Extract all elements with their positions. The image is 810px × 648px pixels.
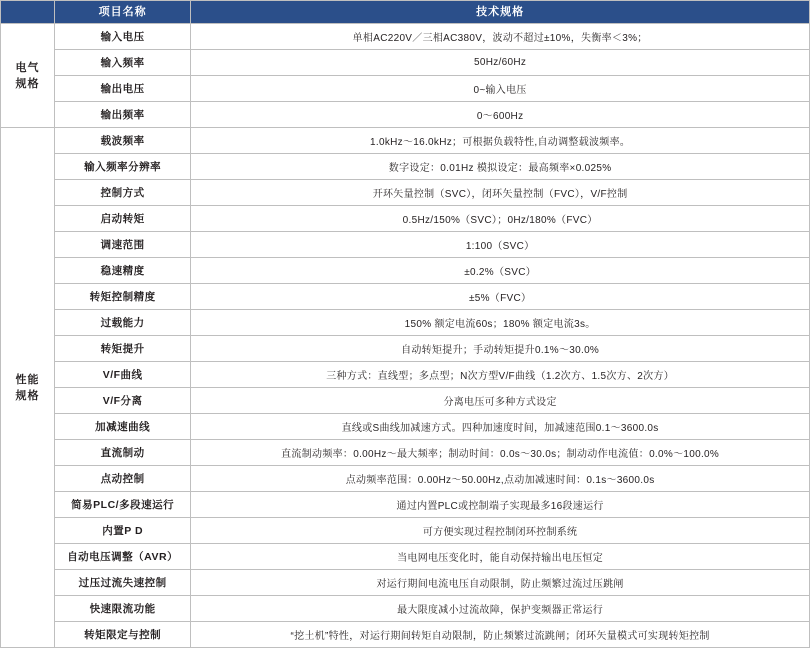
item-spec: ±0.2%（SVC） <box>191 258 810 284</box>
table-row <box>1 544 810 570</box>
table-row <box>1 466 810 492</box>
item-name: 过载能力 <box>55 310 191 336</box>
item-spec: 可方便实现过程控制闭环控制系统 <box>191 518 810 544</box>
item-spec: 1.0kHz～16.0kHz；可根据负载特性,自动调整载波频率。 <box>191 128 810 154</box>
item-name: 转矩控制精度 <box>55 284 191 310</box>
group-label-line: 电气 <box>15 61 40 74</box>
table-row <box>1 128 810 154</box>
table-row <box>1 414 810 440</box>
table-row <box>1 596 810 622</box>
item-spec: 0～600Hz <box>191 102 810 128</box>
item-spec: 开环矢量控制（SVC），闭环矢量控制（FVC），V/F控制 <box>191 180 810 206</box>
item-name: 控制方式 <box>55 180 191 206</box>
item-name: 输入频率 <box>55 50 191 76</box>
table-header <box>1 1 810 24</box>
item-spec: 单相AC220V／三相AC380V，波动不超过±10%，失衡率＜3%； <box>191 24 810 50</box>
item-name: 载波频率 <box>55 128 191 154</box>
table-row <box>1 440 810 466</box>
item-name: 输入频率分辨率 <box>55 154 191 180</box>
item-spec: 数字设定：0.01Hz 模拟设定：最高频率×0.025% <box>191 154 810 180</box>
item-name: 内置P D <box>55 518 191 544</box>
item-spec: 0~输入电压 <box>191 76 810 102</box>
item-spec: 直流制动频率：0.00Hz～最大频率；制动时间：0.0s～30.0s；制动动作电流值：0.0%～100.0% <box>191 440 810 466</box>
header-group <box>1 1 55 24</box>
item-spec: 直线或S曲线加减速方式。四种加速度时间，加减速范围0.1～3600.0s <box>191 414 810 440</box>
item-spec: 通过内置PLC或控制端子实现最多16段速运行 <box>191 492 810 518</box>
table-row <box>1 50 810 76</box>
table-row <box>1 518 810 544</box>
item-name: 点动控制 <box>55 466 191 492</box>
table-row <box>1 24 810 50</box>
table-row <box>1 622 810 648</box>
item-name: 转矩限定与控制 <box>55 622 191 648</box>
table-row <box>1 76 810 102</box>
item-spec: 0.5Hz/150%（SVC）；0Hz/180%（FVC） <box>191 206 810 232</box>
table-row <box>1 310 810 336</box>
item-spec: 自动转矩提升；手动转矩提升0.1%～30.0% <box>191 336 810 362</box>
item-spec: 1:100（SVC） <box>191 232 810 258</box>
item-name: 输出电压 <box>55 76 191 102</box>
header-spec: 技术规格 <box>191 1 810 24</box>
item-name: V/F曲线 <box>55 362 191 388</box>
item-spec: 三种方式：直线型；多点型；N次方型V/F曲线（1.2次方、1.5次方、2次方） <box>191 362 810 388</box>
item-name: 直流制动 <box>55 440 191 466</box>
table-row <box>1 232 810 258</box>
table-row <box>1 336 810 362</box>
item-name: 快速限流功能 <box>55 596 191 622</box>
group-label-line: 规格 <box>15 77 40 90</box>
table-row <box>1 154 810 180</box>
item-spec: 对运行期间电流电压自动限制，防止频繁过流过压跳闸 <box>191 570 810 596</box>
table-row <box>1 258 810 284</box>
item-spec: 150% 额定电流60s；180% 额定电流3s。 <box>191 310 810 336</box>
item-spec: ±5%（FVC） <box>191 284 810 310</box>
item-name: 过压过流失速控制 <box>55 570 191 596</box>
table-row <box>1 180 810 206</box>
table-row <box>1 388 810 414</box>
header-row <box>1 1 810 24</box>
table-row <box>1 206 810 232</box>
table-body <box>1 24 810 648</box>
item-name: 简易PLC/多段速运行 <box>55 492 191 518</box>
item-name: 调速范围 <box>55 232 191 258</box>
item-name: 输入电压 <box>55 24 191 50</box>
table-row <box>1 362 810 388</box>
item-name: 转矩提升 <box>55 336 191 362</box>
item-name: 稳速精度 <box>55 258 191 284</box>
item-name: 启动转矩 <box>55 206 191 232</box>
group-label-performance <box>1 128 55 648</box>
item-spec: 50Hz/60Hz <box>191 50 810 76</box>
item-spec: “挖土机”特性，对运行期间转矩自动限制，防止频繁过流跳闸；闭环矢量模式可实现转矩控制 <box>191 622 810 648</box>
item-spec: 最大限度减小过流故障，保护变频器正常运行 <box>191 596 810 622</box>
item-spec: 当电网电压变化时，能自动保持输出电压恒定 <box>191 544 810 570</box>
group-label-line: 规格 <box>15 389 40 402</box>
item-name: 加减速曲线 <box>55 414 191 440</box>
header-item: 项目名称 <box>55 1 191 24</box>
item-spec: 分离电压可多种方式设定 <box>191 388 810 414</box>
table-row <box>1 492 810 518</box>
group-label-electrical <box>1 24 55 128</box>
table-row <box>1 284 810 310</box>
item-name: 输出频率 <box>55 102 191 128</box>
group-label-line: 性能 <box>15 373 40 386</box>
table-row <box>1 102 810 128</box>
item-spec: 点动频率范围：0.00Hz～50.00Hz,点动加减速时间：0.1s～3600.0s <box>191 466 810 492</box>
item-name: 自动电压调整（AVR） <box>55 544 191 570</box>
table-row <box>1 570 810 596</box>
item-name: V/F分离 <box>55 388 191 414</box>
